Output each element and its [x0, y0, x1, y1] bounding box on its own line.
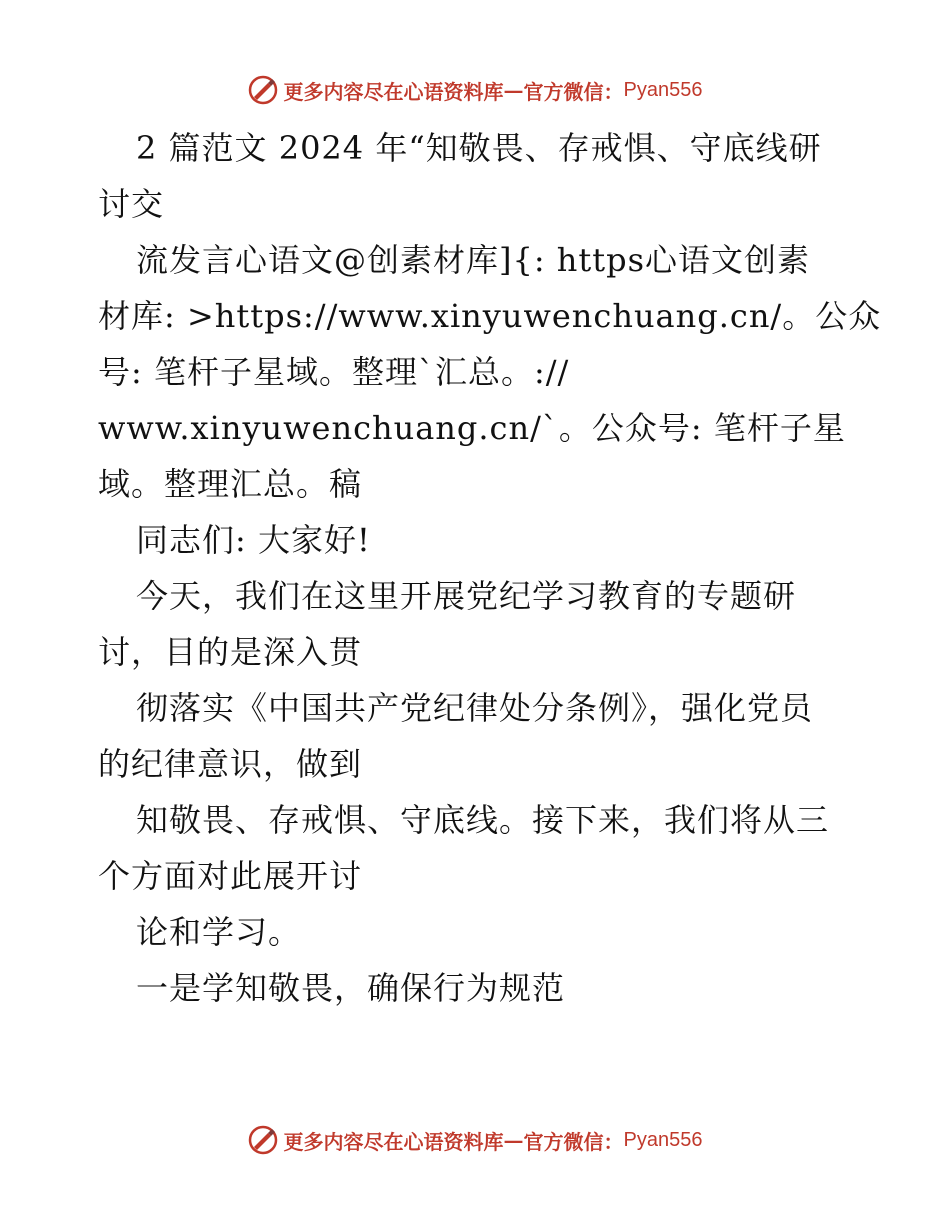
- section-heading-1: 一是学知敬畏，确保行为规范: [136, 969, 566, 1007]
- paragraph-line-4: 的纪律意识，做到: [98, 745, 363, 783]
- footer-banner-dash: —: [503, 1128, 524, 1152]
- source-line-3: 号: 笔杆子星域。整理`汇总。://: [98, 353, 570, 391]
- footer-banner-title: 更多内容尽在心语资料库: [283, 1129, 504, 1154]
- paragraph-line-2: 讨，目的是深入贯: [98, 633, 363, 671]
- header-banner-wechat-id: Pyan556: [623, 78, 703, 101]
- paragraph-line-6: 个方面对此展开讨: [98, 857, 363, 895]
- paragraph-line-3: 彻落实《中国共产党纪律处分条例》，强化党员: [136, 689, 814, 727]
- title-line-2: 讨交: [98, 185, 165, 223]
- pen-logo-icon: [248, 1125, 278, 1155]
- document-body: [98, 120, 882, 1016]
- footer-banner-wechat-id: Pyan556: [623, 1128, 703, 1151]
- pen-logo-icon: [248, 75, 278, 105]
- source-line-1: 流发言心语文@创素材库]{: https心语文创素: [136, 241, 811, 279]
- header-banner-title: 更多内容尽在心语资料库: [283, 79, 504, 104]
- paragraph-line-7: 论和学习。: [136, 913, 302, 951]
- header-banner-dash: —: [503, 78, 524, 102]
- header-banner-wechat-label: 官方微信：: [523, 79, 624, 104]
- paragraph-line-5: 知敬畏、存戒惧、守底线。接下来，我们将从三: [136, 801, 830, 839]
- greeting-line: 同志们: 大家好!: [136, 521, 371, 559]
- source-line-4: www.xinyuwenchuang.cn/`。公众号: 笔杆子星: [98, 409, 846, 447]
- footer-banner-wechat-label: 官方微信：: [523, 1129, 624, 1154]
- source-line-5: 域。整理汇总。稿: [98, 465, 363, 503]
- source-line-2: 材库: >https://www.xinyuwenchuang.cn/。公众: [98, 297, 882, 335]
- paragraph-line-1: 今天，我们在这里开展党纪学习教育的专题研: [136, 577, 797, 615]
- title-line-1: 2 篇范文 2024 年“知敬畏、存戒惧、守底线研: [136, 129, 822, 167]
- footer-banner: [0, 1120, 950, 1160]
- header-banner: [0, 70, 950, 110]
